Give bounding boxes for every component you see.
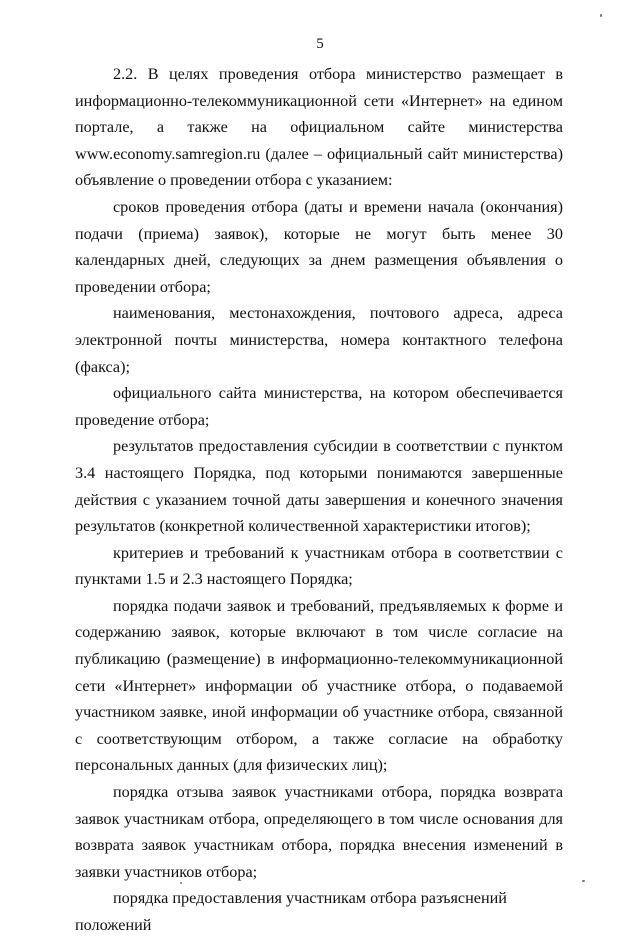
- scan-speck: [180, 882, 182, 884]
- page-number: 5: [316, 36, 324, 52]
- paragraph-criteria: критериев и требований к участникам отбора в соответствии с пунктами 1.5 и 2.3 настоящего Порядка;: [75, 543, 563, 589]
- paragraph-deadlines: сроков проведения отбора (даты и времени начала (окончания) подачи (приема) заявок), которые не могут быть менее 30 календарных дней, следующих за днем размещения объявления о проведении отбора;: [75, 197, 563, 296]
- paragraph-application-procedure: порядка подачи заявок и требований, предъявляемых к форме и содержанию заявок, которые включают в том числе согласие на публикацию (размещение) в информационно-телекоммуникационной сети «Интернет» информации об участнике отбора, о подаваемой участником заявке, иной информации об участнике отбора, связанной с соответствующим отбором, а также согласие на обработку персональных данных (для физических лиц);: [75, 596, 563, 775]
- document-body: [75, 61, 563, 939]
- scan-speck: [600, 14, 602, 17]
- paragraph-2-2: 2.2. В целях проведения отбора министерство размещает в информационно-телекоммуникационной сети «Интернет» на едином портале, а также на официальном сайте министерства www.economy.samregion.ru (далее – официальный сайт министерства) объявление о проведении отбора с указанием:: [75, 65, 563, 190]
- scan-speck: [582, 880, 585, 882]
- paragraph-official-site: официального сайта министерства, на котором обеспечивается проведение отбора;: [75, 384, 563, 429]
- paragraph-clarifications: порядка предоставления участникам отбора разъяснений положений: [75, 889, 507, 934]
- paragraph-results: результатов предоставления субсидии в соответствии с пунктом 3.4 настоящего Порядка, под которыми понимаются завершенные действия с указанием точной даты завершения и конечного значения результатов (конкретной количественной характеристики итогов);: [75, 437, 563, 536]
- paragraph-withdrawal-procedure: порядка отзыва заявок участниками отбора, порядка возврата заявок участникам отбора, определяющего в том числе основания для возврата заявок участникам отбора, порядка внесения изменений в заявки участников отбора;: [75, 783, 563, 881]
- paragraph-contacts: наименования, местонахождения, почтового адреса, адреса электронной почты министерства, номера контактного телефона (факса);: [75, 304, 563, 376]
